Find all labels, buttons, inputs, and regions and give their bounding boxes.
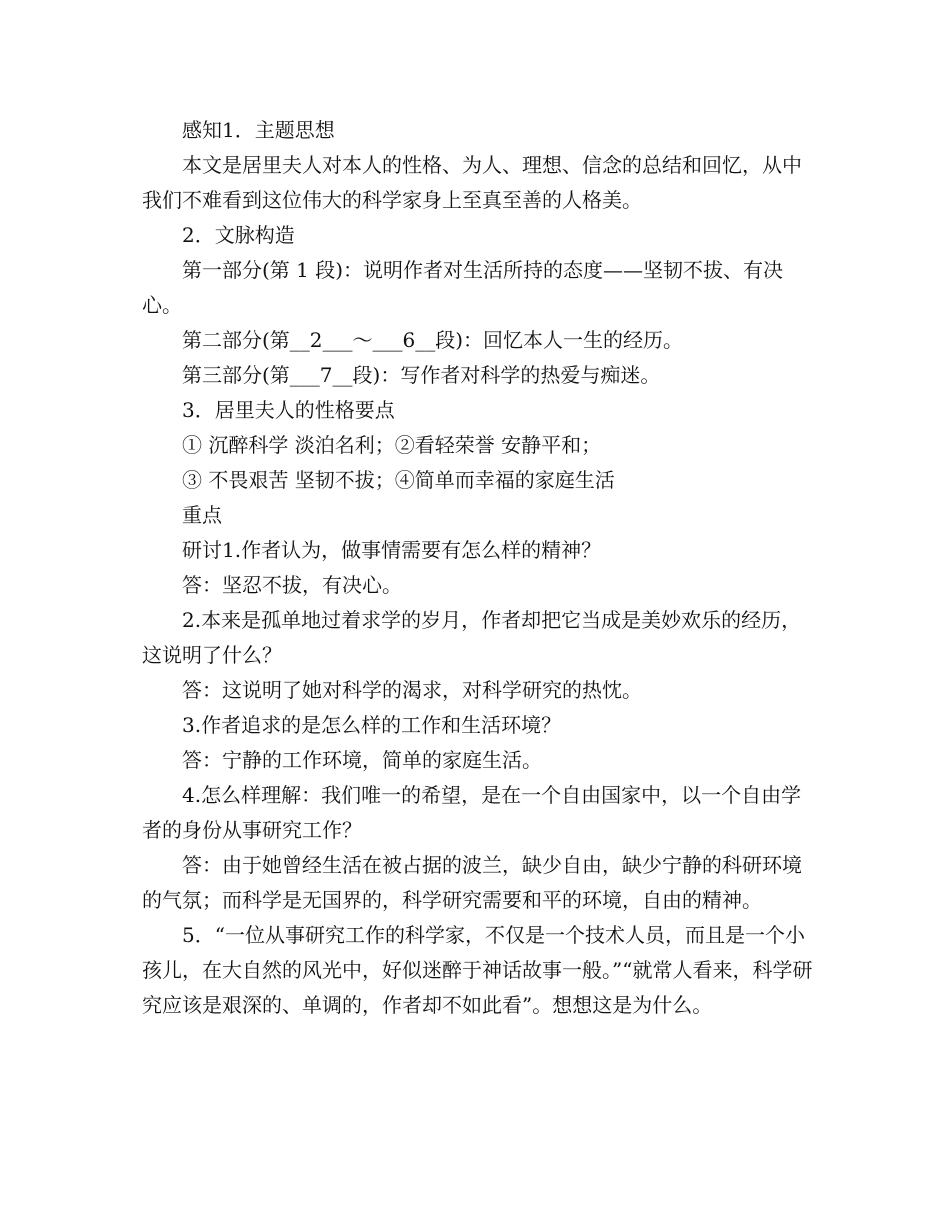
answer-2: 答：这说明了她对科学的渴求，对科学研究的热忱。 <box>182 678 642 702</box>
question-1: 研讨1.作者认为，做事情需要有怎么样的精神？ <box>182 538 602 562</box>
heading-perceive-theme: 感知1．主题思想 <box>182 118 335 142</box>
heading-character: 3．居里夫人的性格要点 <box>182 398 395 422</box>
character-points-2: ③ 不畏艰苦 坚韧不拔；④简单而幸福的家庭生活 <box>182 468 615 492</box>
question-4: 4.怎么样理解：我们唯一的希望，是在一个自由国家中，以一个自由学者的身份从事研究工作？ <box>142 783 802 842</box>
heading-focus: 重点 <box>182 503 222 527</box>
structure-part-1: 第一部分(第 1 段)：说明作者对生活所持的态度——坚韧不拔、有决心。 <box>142 258 784 317</box>
heading-structure: 2．文脉构造 <box>182 223 295 247</box>
structure-part-2: 第二部分(第__2___～___6__段)：回忆本人一生的经历。 <box>182 328 684 352</box>
theme-paragraph: 本文是居里夫人对本人的性格、为人、理想、信念的总结和回忆，从中我们不难看到这位伟大的科学家身上至真至善的人格美。 <box>142 153 802 212</box>
structure-part-3: 第三部分(第___7__段)：写作者对科学的热爱与痴迷。 <box>182 363 661 387</box>
question-2: 2.本来是孤单地过着求学的岁月，作者却把它当成是美妙欢乐的经历，这说明了什么？ <box>142 608 802 667</box>
answer-1: 答：坚忍不拔，有决心。 <box>182 573 402 597</box>
document-body <box>142 113 814 1023</box>
character-points-1: ① 沉醉科学 淡泊名利；②看轻荣誉 安静平和； <box>182 433 602 457</box>
question-5: 5．“一位从事研究工作的科学家，不仅是一个技术人员，而且是一个小孩儿，在大自然的风光中，好似迷醉于神话故事一般。”“就常人看来，科学研究应该是艰深的、单调的，作者却不如此看”。想想这是为什么。 <box>142 923 813 1017</box>
answer-4: 答：由于她曾经生活在被占据的波兰，缺少自由，缺少宁静的科研环境的气氛；而科学是无国界的，科学研究需要和平的环境，自由的精神。 <box>142 853 802 912</box>
answer-3: 答：宁静的工作环境，简单的家庭生活。 <box>182 748 542 772</box>
question-3: 3.作者追求的是怎么样的工作和生活环境？ <box>182 713 562 737</box>
